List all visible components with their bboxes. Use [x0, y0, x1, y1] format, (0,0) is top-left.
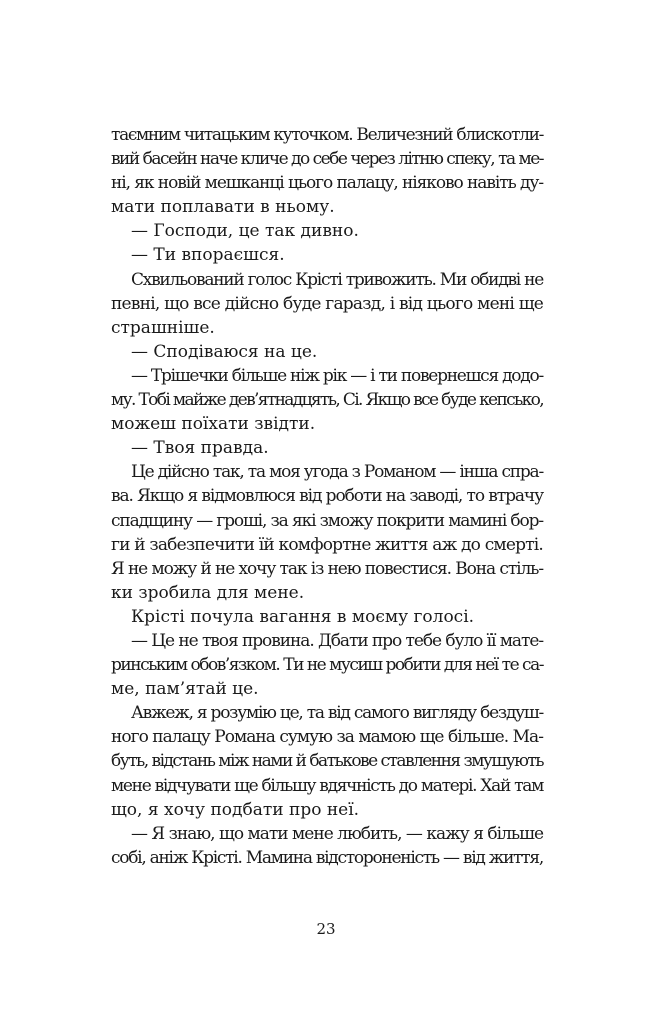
page-number: 23 [316, 920, 336, 938]
text-line-18: ги й забезпечити їй комфортне життя аж до смерті. [111, 534, 544, 555]
text-line-7: Схвильований голос Крісті тривожить. Ми обидві не [131, 269, 544, 290]
text-line-13: можеш поїхати звідти. [111, 414, 316, 435]
book-page-text [111, 123, 543, 870]
text-line-9: страшніше. [111, 317, 215, 338]
text-line-5: — Господи, це так дивно. [131, 221, 359, 242]
text-line-24: ме, пам’ятай це. [111, 679, 259, 700]
text-line-19: Я не можу й не хочу так із нею повестися. Вона стіль- [111, 558, 543, 579]
text-line-4: мати поплавати в ньому. [111, 197, 335, 218]
text-line-28: мене відчувати ще більшу вдячність до матері. Хай там [111, 775, 543, 796]
text-line-25: Авжеж, я розумію це, та від самого вигляду бездуш- [131, 703, 543, 724]
text-line-29: що, я хочу подбати про неї. [111, 799, 360, 820]
text-line-14: — Твоя правда. [131, 438, 269, 459]
text-line-30: — Я знаю, що мати мене любить, — кажу я більше [131, 823, 544, 844]
text-line-23: ринським обов’язком. Ти не мусиш робити для неї те са- [111, 655, 543, 676]
text-line-6: — Ти впораєшся. [131, 245, 285, 266]
text-line-12: му. Тобі майже дев’ятнадцять, Сі. Якщо все буде кепсько, [111, 390, 543, 411]
text-line-3: ні, як новій мешканці цього палацу, ніяково навіть ду- [111, 173, 544, 194]
text-line-8: певні, що все дійсно буде гаразд, і від цього мені ще [111, 293, 544, 314]
text-line-10: — Сподіваюся на це. [131, 341, 318, 362]
text-line-31: собі, аніж Крісті. Мамина відстороненість — від життя, [111, 847, 544, 868]
text-line-16: ва. Якщо я відмовлюся від роботи на заводі, то втрачу [111, 486, 543, 507]
text-line-2: вий басейн наче кличе до себе через літню спеку, та ме- [111, 149, 543, 170]
text-line-26: ного палацу Романа сумую за мамою ще більше. Ма- [111, 727, 543, 748]
text-line-21: Крісті почула вагання в моєму голосі. [131, 606, 475, 627]
text-line-15: Це дійсно так, та моя угода з Романом — інша спра- [131, 462, 543, 483]
text-line-20: ки зробила для мене. [111, 582, 305, 603]
text-line-11: — Трішечки більше ніж рік — і ти повернешся додо- [131, 365, 543, 386]
text-line-1: таємним читацьким куточком. Величезний блискотли- [111, 125, 544, 145]
text-line-17: спадщину — гроші, за які зможу покрити мамині бор- [111, 510, 544, 531]
text-line-22: — Це не твоя провина. Дбати про тебе було її мате- [131, 630, 543, 651]
text-line-27: буть, відстань між нами й батькове ставлення змушують [111, 751, 543, 772]
